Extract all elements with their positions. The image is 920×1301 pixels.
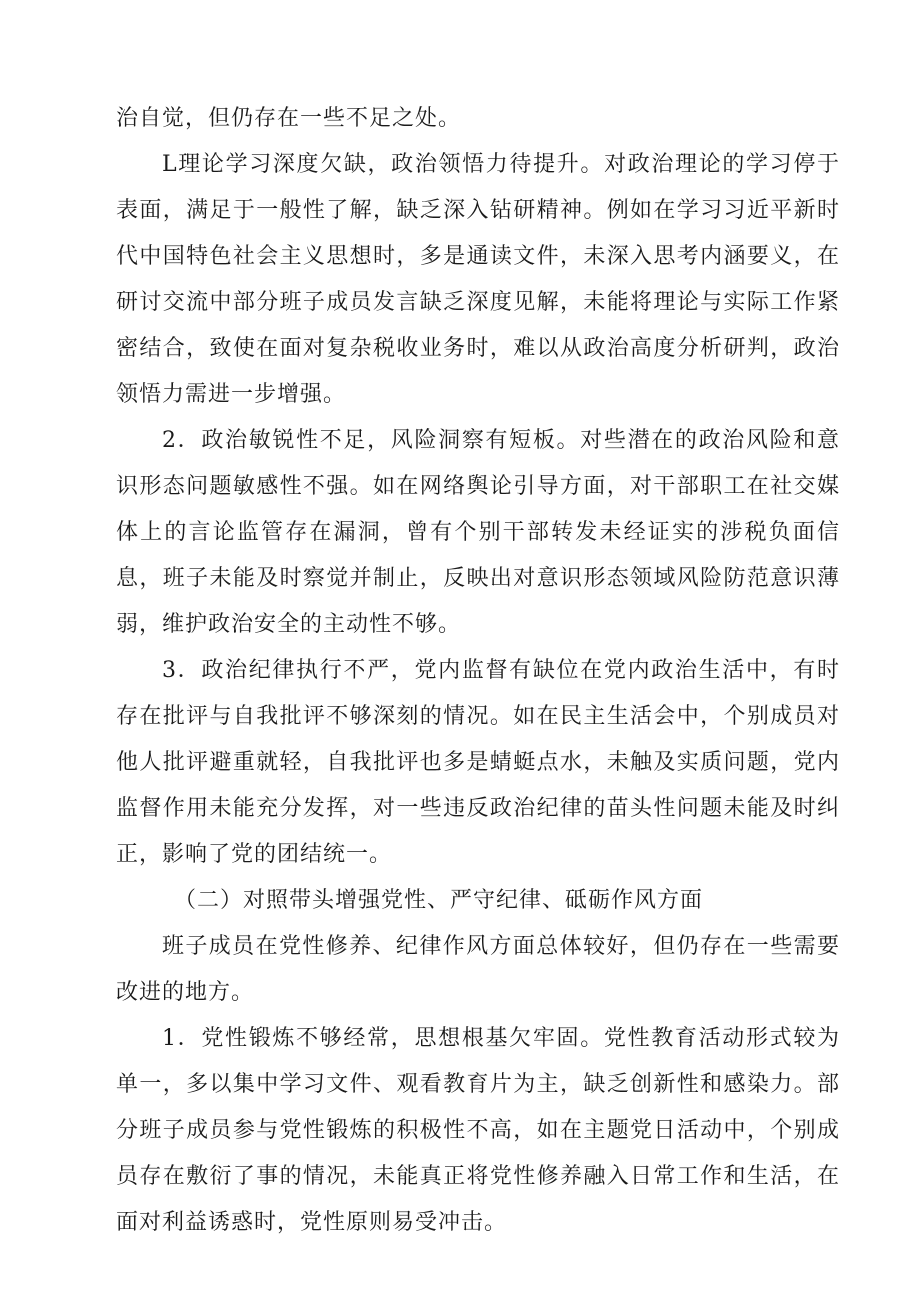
document-body: [116, 96, 840, 1246]
paragraph-political-discipline: 3．政治纪律执行不严，党内监督有缺位在党内政治生活中，有时存在批评与自我批评不够深刻的情况。如在民主生活会中，个别成员对他人批评避重就轻，自我批评也多是蜻蜓点水，未触及实质问题，党内监督作用未能充分发挥，对一些违反政治纪律的苗头性问题未能及时纠正，影响了党的团结统一。: [116, 658, 840, 867]
paragraph-continuation: 治自觉，但仍存在一些不足之处。: [116, 106, 462, 131]
paragraph-theory-study: L理论学习深度欠缺，政治领悟力待提升。对政治理论的学习停于表面，满足于一般性了解，缺乏深入钻研精神。例如在学习习近平新时代中国特色社会主义思想时，多是通读文件，未深入思考内涵要义，在研讨交流中部分班子成员发言缺乏深度见解，未能将理论与实际工作紧密结合，致使在面对复杂税收业务时，难以从政治高度分析研判，政治领悟力需进一步增强。: [116, 152, 840, 407]
paragraph-section-intro: 班子成员在党性修养、纪律作风方面总体较好，但仍存在一些需要改进的地方。: [116, 934, 840, 1005]
section-heading: （二）对照带头增强党性、严守纪律、砥砺作风方面: [174, 888, 704, 913]
paragraph-party-training: 1．党性锻炼不够经常，思想根基欠牢固。党性教育活动形式较为单一，多以集中学习文件、观看教育片为主，缺乏创新性和感染力。部分班子成员参与党性锻炼的积极性不高，如在主题党日活动中，个别成员存在敷衍了事的情况，未能真正将党性修养融入日常工作和生活，在面对利益诱惑时，党性原则易受冲击。: [116, 1026, 840, 1235]
paragraph-political-sensitivity: 2．政治敏锐性不足，风险洞察有短板。对些潜在的政治风险和意识形态问题敏感性不强。如在网络舆论引导方面，对干部职工在社交媒体上的言论监管存在漏洞，曾有个别干部转发未经证实的涉税负面信息，班子未能及时察觉并制止，反映出对意识形态领域风险防范意识薄弱，维护政治安全的主动性不够。: [116, 428, 840, 637]
